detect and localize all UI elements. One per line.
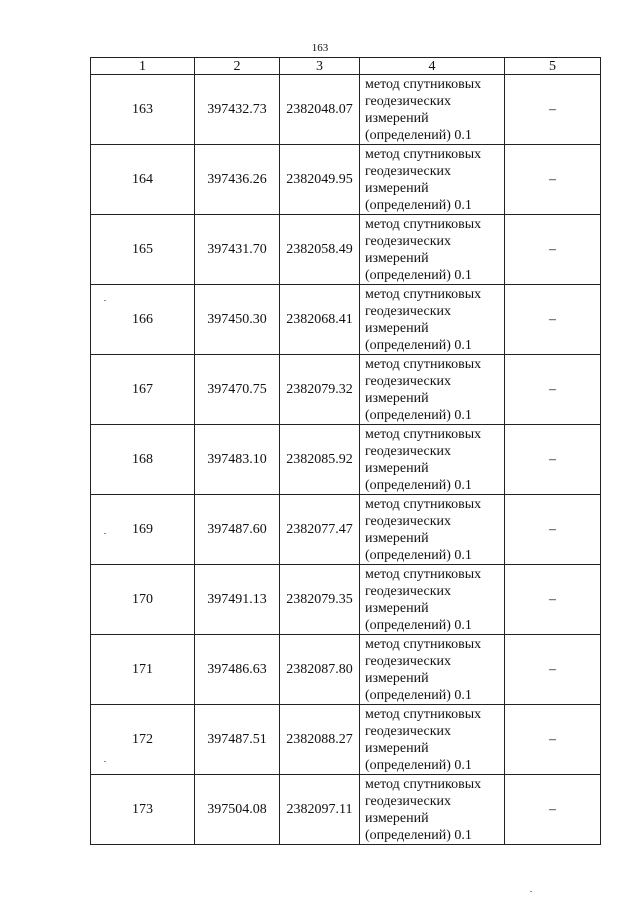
method-cell — [360, 75, 505, 145]
y-coordinate-cell — [280, 355, 360, 425]
note-cell — [505, 285, 601, 355]
point-number-cell — [91, 145, 195, 215]
table-row — [91, 215, 601, 285]
x-coordinate-cell — [195, 355, 280, 425]
y-coordinate-text: 2382058.49 — [286, 241, 353, 257]
column-header-2: 2 — [195, 58, 280, 75]
y-coordinate-text: 2382077.47 — [286, 521, 353, 537]
note-text: – — [549, 311, 556, 327]
column-header-1: 1 — [91, 58, 195, 75]
method-cell — [360, 495, 505, 565]
method-cell — [360, 285, 505, 355]
y-coordinate-text: 2382097.11 — [286, 801, 353, 817]
point-number-text: 168 — [132, 451, 153, 467]
point-number-text: 166 — [132, 311, 153, 327]
x-coordinate-text: 397504.08 — [207, 801, 267, 817]
y-coordinate-cell — [280, 775, 360, 845]
table-row — [91, 425, 601, 495]
column-header-5: 5 — [505, 58, 601, 75]
note-cell — [505, 425, 601, 495]
point-number-text: 170 — [132, 591, 153, 607]
column-header-4: 4 — [360, 58, 505, 75]
point-number-text: 164 — [132, 171, 153, 187]
note-cell — [505, 775, 601, 845]
y-coordinate-cell — [280, 145, 360, 215]
table-row — [91, 565, 601, 635]
x-coordinate-text: 397470.75 — [207, 381, 267, 397]
note-cell — [505, 215, 601, 285]
method-text: метод спутниковых геодезических измерений (определений) 0.1 — [365, 776, 482, 843]
x-coordinate-cell — [195, 705, 280, 775]
y-coordinate-text: 2382079.32 — [286, 381, 353, 397]
scan-speck — [104, 533, 106, 534]
table-row — [91, 285, 601, 355]
point-number-cell — [91, 705, 195, 775]
y-coordinate-text: 2382049.95 — [286, 171, 353, 187]
method-text: метод спутниковых геодезических измерений (определений) 0.1 — [365, 496, 482, 563]
point-number-cell — [91, 425, 195, 495]
point-number-cell — [91, 775, 195, 845]
table-row — [91, 775, 601, 845]
method-text: метод спутниковых геодезических измерений (определений) 0.1 — [365, 286, 482, 353]
point-number-cell — [91, 215, 195, 285]
note-text: – — [549, 521, 556, 537]
point-number-text: 163 — [132, 101, 153, 117]
y-coordinate-cell — [280, 565, 360, 635]
scan-speck — [104, 300, 106, 301]
point-number-text: 165 — [132, 241, 153, 257]
table-row — [91, 495, 601, 565]
method-text: метод спутниковых геодезических измерений (определений) 0.1 — [365, 636, 482, 703]
point-number-cell — [91, 495, 195, 565]
point-number-text: 172 — [132, 731, 153, 747]
y-coordinate-cell — [280, 215, 360, 285]
note-text: – — [549, 381, 556, 397]
note-text: – — [549, 591, 556, 607]
note-text: – — [549, 241, 556, 257]
x-coordinate-cell — [195, 425, 280, 495]
column-header-3: 3 — [280, 58, 360, 75]
method-cell — [360, 635, 505, 705]
x-coordinate-cell — [195, 145, 280, 215]
method-text: метод спутниковых геодезических измерений (определений) 0.1 — [365, 566, 482, 633]
point-number-cell — [91, 565, 195, 635]
x-coordinate-text: 397491.13 — [207, 591, 267, 607]
y-coordinate-cell — [280, 75, 360, 145]
table-row — [91, 635, 601, 705]
method-text: метод спутниковых геодезических измерений (определений) 0.1 — [365, 76, 482, 143]
coordinates-table-body — [91, 58, 601, 845]
note-cell — [505, 495, 601, 565]
method-text: метод спутниковых геодезических измерений (определений) 0.1 — [365, 146, 482, 213]
y-coordinate-text: 2382087.80 — [286, 661, 353, 677]
x-coordinate-text: 397487.60 — [207, 521, 267, 537]
note-text: – — [549, 171, 556, 187]
x-coordinate-text: 397487.51 — [207, 731, 267, 747]
y-coordinate-cell — [280, 425, 360, 495]
note-text: – — [549, 451, 556, 467]
table-row — [91, 705, 601, 775]
table-row — [91, 75, 601, 145]
y-coordinate-text: 2382085.92 — [286, 451, 353, 467]
y-coordinate-cell — [280, 705, 360, 775]
x-coordinate-text: 397486.63 — [207, 661, 267, 677]
y-coordinate-cell — [280, 285, 360, 355]
note-text: – — [549, 731, 556, 747]
note-text: – — [549, 801, 556, 817]
y-coordinate-text: 2382088.27 — [286, 731, 353, 747]
method-cell — [360, 425, 505, 495]
point-number-text: 173 — [132, 801, 153, 817]
note-cell — [505, 635, 601, 705]
x-coordinate-cell — [195, 775, 280, 845]
note-cell — [505, 705, 601, 775]
point-number-cell — [91, 75, 195, 145]
y-coordinate-cell — [280, 495, 360, 565]
method-cell — [360, 565, 505, 635]
x-coordinate-cell — [195, 215, 280, 285]
y-coordinate-cell — [280, 635, 360, 705]
x-coordinate-cell — [195, 635, 280, 705]
method-cell — [360, 705, 505, 775]
coordinates-table — [90, 57, 601, 845]
method-text: метод спутниковых геодезических измерений (определений) 0.1 — [365, 356, 482, 423]
x-coordinate-text: 397431.70 — [207, 241, 267, 257]
method-cell — [360, 215, 505, 285]
method-cell — [360, 145, 505, 215]
y-coordinate-text: 2382068.41 — [286, 311, 353, 327]
point-number-text: 171 — [132, 661, 153, 677]
point-number-text: 169 — [132, 521, 153, 537]
y-coordinate-text: 2382048.07 — [286, 101, 353, 117]
table-row — [91, 355, 601, 425]
note-cell — [505, 355, 601, 425]
x-coordinate-cell — [195, 495, 280, 565]
method-cell — [360, 775, 505, 845]
note-text: – — [549, 101, 556, 117]
point-number-cell — [91, 635, 195, 705]
x-coordinate-text: 397483.10 — [207, 451, 267, 467]
method-text: метод спутниковых геодезических измерений (определений) 0.1 — [365, 426, 482, 493]
table-header-row — [91, 58, 601, 75]
method-text: метод спутниковых геодезических измерений (определений) 0.1 — [365, 706, 482, 773]
table-row — [91, 145, 601, 215]
x-coordinate-cell — [195, 565, 280, 635]
x-coordinate-text: 397432.73 — [207, 101, 267, 117]
scan-speck — [530, 891, 532, 892]
note-text: – — [549, 661, 556, 677]
y-coordinate-text: 2382079.35 — [286, 591, 353, 607]
method-text: метод спутниковых геодезических измерений (определений) 0.1 — [365, 216, 482, 283]
x-coordinate-text: 397436.26 — [207, 171, 267, 187]
method-cell — [360, 355, 505, 425]
scan-speck — [104, 761, 106, 762]
note-cell — [505, 565, 601, 635]
x-coordinate-text: 397450.30 — [207, 311, 267, 327]
page-number: 163 — [311, 42, 329, 54]
point-number-cell — [91, 355, 195, 425]
point-number-text: 167 — [132, 381, 153, 397]
x-coordinate-cell — [195, 285, 280, 355]
x-coordinate-cell — [195, 75, 280, 145]
note-cell — [505, 145, 601, 215]
note-cell — [505, 75, 601, 145]
point-number-cell — [91, 285, 195, 355]
